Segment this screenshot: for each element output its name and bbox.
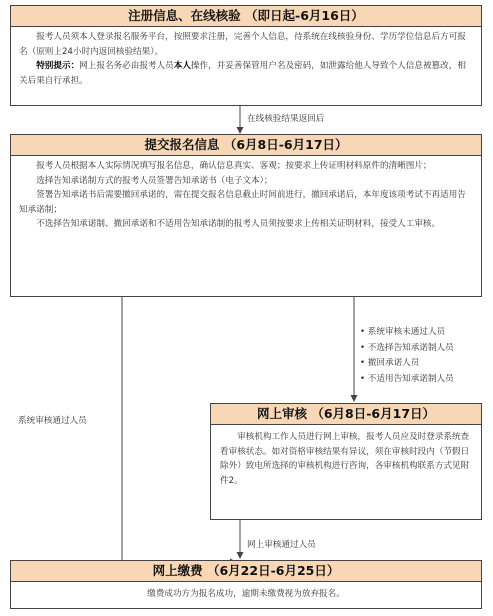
criteria-item: • 不适用告知承诺制人员 xyxy=(360,373,454,384)
special-note-label: 特别提示： xyxy=(36,61,80,72)
step-submit-info-title: 提交报名信息 （6月8日-6月17日） xyxy=(11,135,481,156)
step-online-review xyxy=(210,403,482,520)
step-register-verify xyxy=(10,5,482,106)
special-note-pre: 网上报名务必由报考人员 xyxy=(79,61,174,72)
step-register-verify-title: 注册信息、在线核验 （即日起-6月16日） xyxy=(11,6,481,27)
criteria-item: • 撤回承诺人员 xyxy=(360,358,420,368)
submit-info-para-1: 报考人员根据本人实际情况填写报名信息，确认信息真实、客观；按要求上传证明材料原件的清晰图片； xyxy=(36,161,432,171)
payment-text: 缴费成功方为报名成功，逾期未缴费视为放弃报名。 xyxy=(147,589,345,599)
special-note-emphasis: 本人 xyxy=(173,61,191,72)
criteria-item: • 不选择告知承诺制人员 xyxy=(360,342,454,353)
special-note xyxy=(19,59,473,88)
step-submit-info-body xyxy=(11,156,481,234)
submit-info-para-4: 不选择告知承诺制、撤回承诺和不适用告知承诺制的报考人员须按要求上传相关证明材料，接受人工审核。 xyxy=(36,219,441,230)
label-system-pass: 系统审核通过人员 xyxy=(18,416,87,426)
manual-review-criteria xyxy=(360,325,454,387)
step-online-review-title: 网上审核 （6月8日-6月17日） xyxy=(211,404,481,425)
step-online-review-body xyxy=(211,425,481,490)
criteria-item: • 系统审核未通过人员 xyxy=(360,327,446,337)
label-online-pass: 网上审核通过人员 xyxy=(247,540,316,550)
step-register-verify-text: 报考人员须本人登录报名服务平台，按照要求注册，完善个人信息，待系统在线核验身份、学历学位信息后方可报名（原则上24小时内返回核验结果）。 xyxy=(19,32,466,57)
special-note-post: 操作，并妥善保管用户名及密码，如泄露给他人导致个人信息被篡改，相关后果自行承担。 xyxy=(19,61,466,86)
step-submit-info xyxy=(10,134,482,297)
step-register-verify-body xyxy=(11,27,481,90)
step-payment-body xyxy=(11,582,481,604)
label-after-verify: 在线核验结果返回后 xyxy=(247,114,325,124)
step-payment xyxy=(10,560,482,609)
step-payment-title: 网上缴费 （6月22日-6月25日） xyxy=(11,561,481,582)
online-review-text: 审核机构工作人员进行网上审核，报考人员应及时登录系统查看审核状态。如对资格审核结果有异议，须在审核时段内（节假日除外）致电所选择的审核机构进行咨询，各审核机构联系方式见附件2。 xyxy=(220,432,470,486)
submit-info-para-2: 选择告知承诺制方式的报考人员签署告知承诺书（电子文本）； xyxy=(36,175,273,186)
submit-info-para-3: 签署告知承诺书后需要撤回承诺的，需在提交报名信息截止时间前进行，撤回承诺后，本年度该项考试不再适用告知承诺制； xyxy=(19,190,466,215)
